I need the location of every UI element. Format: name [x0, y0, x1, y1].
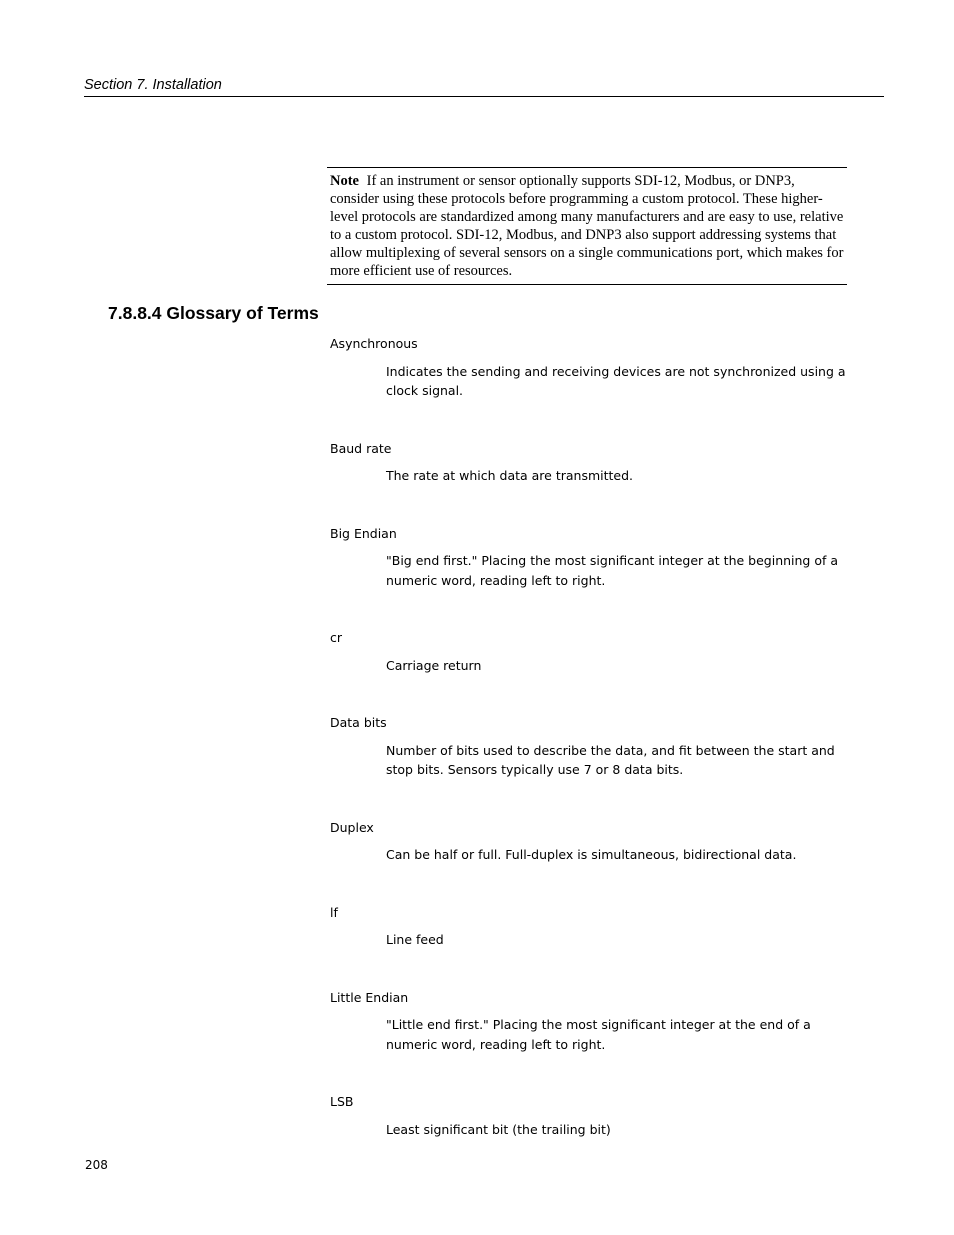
note-box	[327, 167, 847, 285]
glossary-term: Baud rate	[330, 440, 392, 456]
glossary-entry	[330, 334, 850, 401]
glossary-entry	[330, 628, 850, 675]
glossary-term: cr	[330, 630, 343, 645]
glossary-definition: Line feed	[386, 932, 444, 947]
glossary-definition: Carriage return	[386, 657, 482, 673]
glossary-definition: Number of bits used to describe the data, and fit between the start and stop bits. Sensors typically use 7 or 8 data bits.	[386, 742, 835, 777]
glossary-term: LSB	[330, 1094, 354, 1109]
glossary-entry	[330, 903, 850, 950]
glossary-term: Asynchronous	[330, 336, 418, 351]
section-title: Section 7. Installation	[84, 77, 222, 93]
glossary-entry	[330, 713, 850, 780]
glossary-definition: Can be half or full. Full-duplex is simultaneous, bidirectional data.	[386, 847, 797, 862]
glossary-term: Little Endian	[330, 989, 409, 1005]
glossary-definition: Least significant bit (the trailing bit)	[386, 1121, 611, 1137]
glossary-term: Big Endian	[330, 525, 397, 541]
glossary-term: Duplex	[330, 819, 374, 835]
glossary-entry	[330, 524, 850, 591]
glossary-definition: "Little end first." Placing the most significant integer at the end of a numeric word, reading left to right.	[386, 1017, 811, 1052]
section-heading: 7.8.8.4 Glossary of Terms	[108, 303, 319, 323]
glossary-definition: The rate at which data are transmitted.	[386, 468, 634, 483]
note-text: If an instrument or sensor optionally supports SDI-12, Modbus, or DNP3, consider using these protocols before programming a custom protocol. These higher-level protocols are standardized among many manufacturers and are easy to use, relative to a custom protocol. SDI-12, Modbus, and DNP3 also support addressing systems that allow multiplexing of several sensors on a single communications port, which makes for more efficient use of resources.	[330, 173, 844, 279]
running-header	[84, 76, 884, 97]
page-number: 208	[85, 1158, 108, 1172]
glossary-term: lf	[330, 904, 338, 920]
glossary-entry	[330, 818, 850, 865]
note-label: Note	[330, 173, 359, 189]
glossary-term: Data bits	[330, 715, 387, 730]
glossary-entry	[330, 988, 850, 1055]
glossary-entry	[330, 1092, 850, 1139]
glossary-entry	[330, 439, 850, 486]
glossary-definition: Indicates the sending and receiving devices are not synchronized using a clock signal.	[386, 363, 846, 398]
glossary-list	[330, 334, 850, 1177]
glossary-definition: "Big end first." Placing the most significant integer at the beginning of a numeric word, reading left to right.	[386, 553, 839, 588]
